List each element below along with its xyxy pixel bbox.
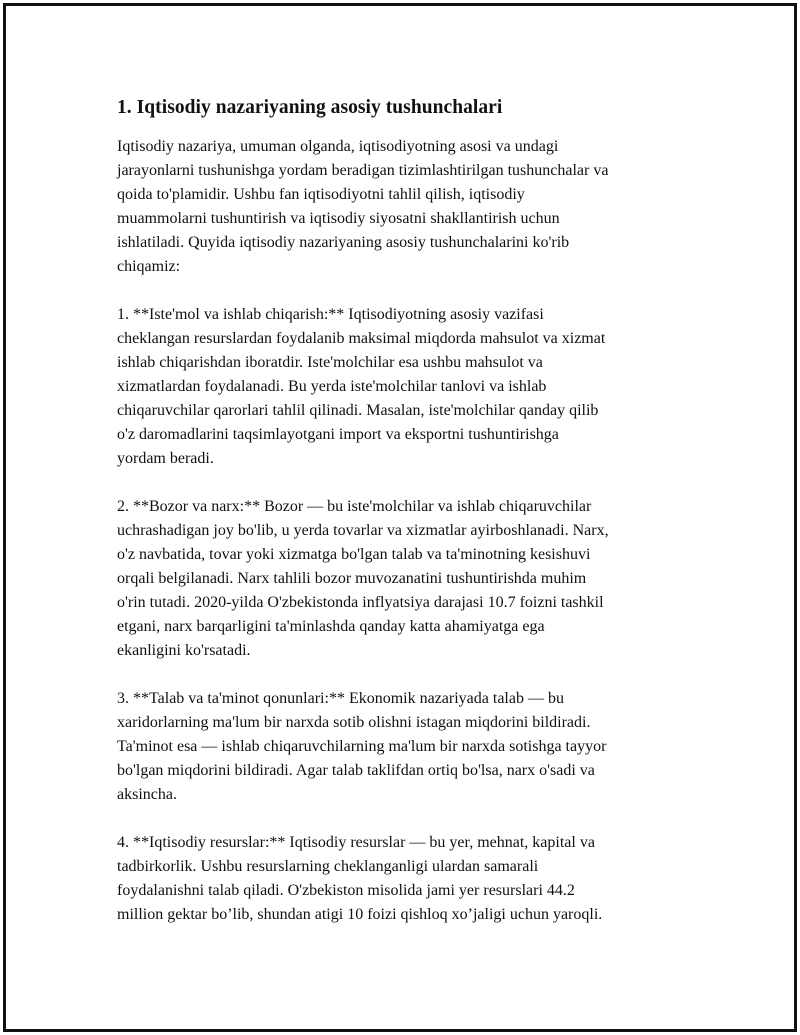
section-title: 1. Iqtisodiy nazariyaning asosiy tushunchalari: [117, 97, 503, 118]
intro-paragraph: Iqtisodiy nazariya, umuman olganda, iqtisodiyotning asosi va undagi jarayonlarni tushunishga yordam beradigan tizimlashtirilgan tushunchalar va qoida to'plamidir. Ushbu fan iqtisodiyotni tahlil qilish, iqtisodiy muammolarni tushuntirish va iqtisodiy siyosatni shakllantirish uchun ishlatiladi. Quyida iqtisodiy nazariyaning asosiy tushunchalarini ko'rib chiqamiz:: [117, 138, 609, 275]
paragraph-consumption-production: 1. **Iste'mol va ishlab chiqarish:** Iqtisodiyotning asosiy vazifasi cheklangan resurslardan foydalanib maksimal miqdorda mahsulot va xizmat ishlab chiqarishdan iboratdir. Iste'molchilar esa ushbu mahsulot va xizmatlardan foydalanadi. Bu yerda iste'molchilar tanlovi va ishlab chiqaruvchilar qarorlari tahlil qilinadi. Masalan, iste'molchilar qanday qilib o'z daromadlarini taqsimlayotgani import va eksportni tushuntirishga yordam beradi.: [117, 306, 606, 467]
paragraph-market-price: 2. **Bozor va narx:** Bozor — bu iste'molchilar va ishlab chiqaruvchilar uchrashadigan joy bo'lib, u yerda tovarlar va xizmatlar ayirboshlanadi. Narx, o'z navbatida, tovar yoki xizmatga bo'lgan talab va ta'minotning kesishuvi orqali belgilanadi. Narx tahlili bozor muvozanatini tushuntirishda muhim o'rin tutadi. 2020-yilda O'zbekistonda inflyatsiya darajasi 10.7 foizni tashkil etgani, narx barqarligini ta'minlashda qanday katta ahamiyatga ega ekanligini ko'rsatadi.: [117, 498, 609, 659]
paragraph-economic-resources: 4. **Iqtisodiy resurslar:** Iqtisodiy resurslar — bu yer, mehnat, kapital va tadbirkorlik. Ushbu resurslarning cheklanganligi ulardan samarali foydalanishni talab qiladi. O'zbekiston misolida jami yer resurslari 44.2 million gektar bo’lib, shundan atigi 10 foizi qishloq xo’jaligi uchun yaroqli.: [117, 834, 603, 923]
paragraph-supply-demand: 3. **Talab va ta'minot qonunlari:** Ekonomik nazariyada talab — bu xaridorlarning ma'lum bir narxda sotib olishni istagan miqdorini bildiradi. Ta'minot esa — ishlab chiqaruvchilarning ma'lum bir narxda sotishga tayyor bo'lgan miqdorini bildiradi. Agar talab taklifdan ortiq bo'lsa, narx o'sadi va aksincha.: [117, 690, 607, 803]
document-body: [117, 95, 687, 951]
